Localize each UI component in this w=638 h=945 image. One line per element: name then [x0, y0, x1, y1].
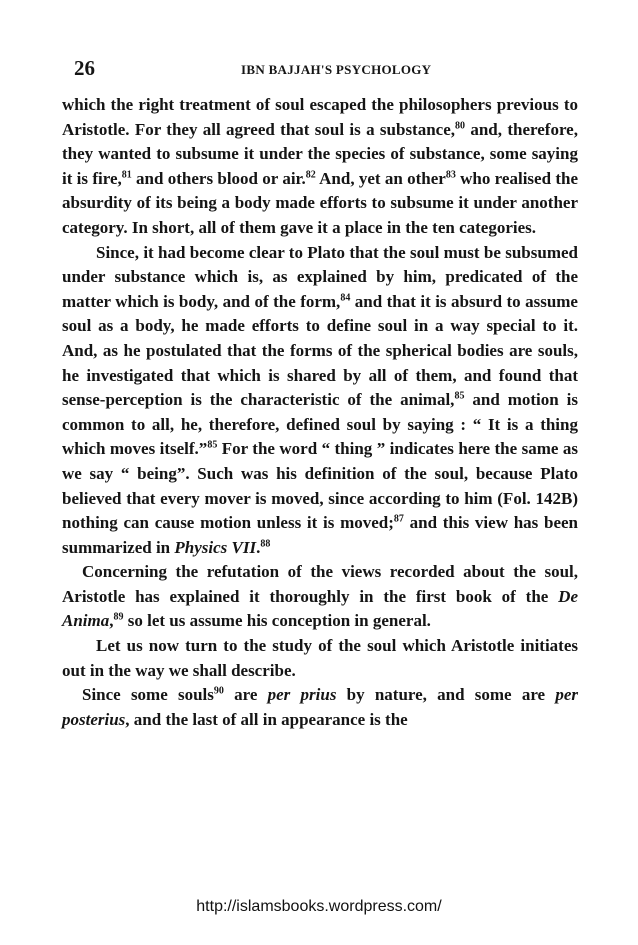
footnote-ref: 83 — [445, 169, 456, 181]
page-number: 26 — [74, 56, 95, 80]
footnote-ref: 84 — [340, 292, 351, 304]
italic-title: per posterius — [62, 685, 578, 729]
italic-title: Physics VII — [174, 537, 257, 557]
text-run: Since some souls — [82, 685, 214, 705]
page-header — [60, 56, 580, 90]
text-run: by nature, and some are — [336, 685, 556, 705]
text-run: who realised the absurdity of its being a body made efforts to subsume it under another category. In short, all of them gave it a place in the ten categories. — [62, 168, 578, 237]
paragraph — [62, 241, 578, 561]
text-run: Concerning the refutation of the views recorded about the soul, Aristotle has explained it thoroughly in the first book of the — [62, 562, 578, 606]
text-run: and others blood or air. — [131, 168, 306, 188]
body-text — [62, 93, 578, 732]
paragraph — [62, 683, 578, 732]
text-run: are — [223, 685, 268, 705]
footer-url[interactable]: http://islamsbooks.wordpress.com/ — [196, 898, 442, 915]
running-head: IBN BAJJAH'S PSYCHOLOGY — [241, 62, 432, 77]
footnote-ref: 85 — [454, 390, 465, 402]
footnote-ref: 85 — [207, 439, 218, 451]
text-run: Let us now turn to the study of the soul which Aristotle initiates out in the way we shall describe. — [62, 636, 578, 680]
text-run: . — [256, 537, 261, 557]
italic-title: De Anima — [62, 586, 578, 631]
text-run: and, therefore, they wanted to subsume it under the species of substance, some saying it is fire, — [62, 119, 578, 188]
text-run: And, yet an other — [315, 168, 446, 188]
paragraph — [62, 634, 578, 683]
text-run: , — [109, 611, 114, 631]
text-run: which the right treatment of soul escaped the philosophers previous to Aristotle. For they all agreed that soul is a substance, — [62, 95, 578, 139]
italic-title: per prius — [267, 685, 337, 705]
footnote-ref: 88 — [260, 538, 271, 550]
footnote-ref: 81 — [121, 169, 132, 181]
text-run: and that it is absurd to assume soul as a body, he made efforts to define soul in a way special to it. And, as he postulated that the forms of the spherical bodies are souls, he investigated that which is shared by all of them, and found that sense-perception is the characteristic of the animal, — [62, 291, 578, 410]
text-run: , and the last of all in appearance is the — [125, 709, 408, 729]
footnote-ref: 87 — [393, 513, 404, 525]
text-run: so let us assume his conception in general. — [123, 611, 431, 631]
footnote-ref: 80 — [455, 119, 466, 131]
paragraph — [62, 560, 578, 634]
text-run: and this view has been summarized in — [62, 513, 578, 557]
footnote-ref: 90 — [213, 685, 224, 697]
text-run: and motion is common to all, he, therefore, defined soul by saying : “ It is a thing which moves itself.” — [62, 390, 578, 459]
footnote-ref: 89 — [113, 611, 124, 623]
text-run: For the word “ thing ” indicates here the same as we say “ being”. Such was his definition of the soul, because Plato believed that every mover is moved, since according to him (Fol. 142B) nothing can cause motion unless it is moved; — [62, 439, 578, 533]
paragraph — [62, 93, 578, 241]
footnote-ref: 82 — [305, 169, 316, 181]
text-run: Since, it had become clear to Plato that the soul must be subsumed under substance which is, as explained by him, predicated of the matter which is body, and of the form, — [62, 242, 578, 311]
